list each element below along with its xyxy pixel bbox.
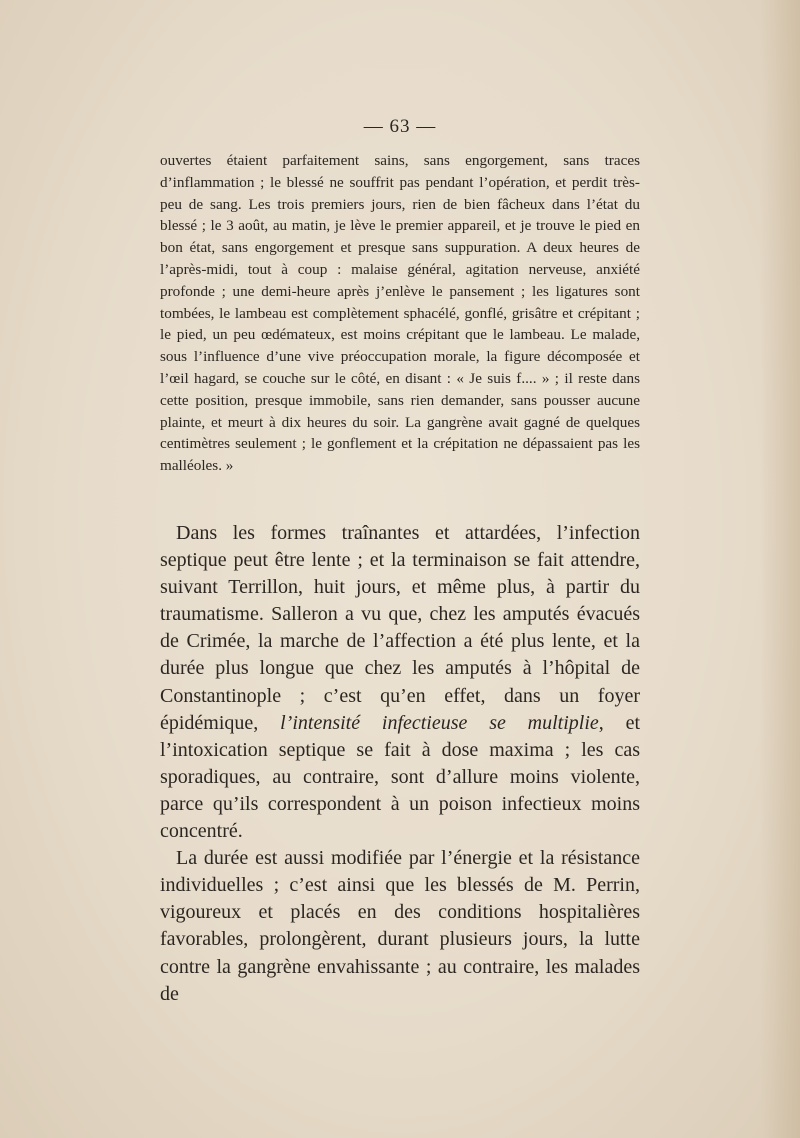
main-text	[160, 520, 640, 1008]
paragraph-duration: La durée est aussi modifiée par l’énergie et la résistance individuelles ; c’est ainsi que les blessés de M. Perrin, vigoureux et placés en des conditions hospitalières favorables, prolongèrent, durant plusieurs jours, la lutte contre la gangrène envahissante ; au contraire, les malades de	[160, 847, 640, 1005]
paragraph-text-end: , et l’intoxication septique se fait à dose maxima ; les cas sporadiques, au contraire, sont d’allure moins violente, parce qu’ils correspondent à un poison infectieux moins concentré.	[160, 711, 640, 843]
paragraph-septic-infection	[160, 520, 640, 845]
page-number: — 63 —	[363, 116, 437, 137]
italic-emphasis: l’intensité infectieuse se multiplie	[280, 711, 599, 734]
quote-paragraph: ouvertes étaient parfaitement sains, sans engorgement, sans traces d’inflammation ; le blessé ne souffrit pas pendant l’opération, et perdit très-peu de sang. Les trois premiers jours, rien de bien fâcheux dans l’état du blessé ; le 3 août, au matin, je lève le premier appareil, et je trouve le pied en bon état, sans engorgement et presque sans suppuration. A deux heures de l’après-midi, tout à coup : malaise général, agitation nerveuse, anxiété profonde ; une demi-heure après j’enlève le pansement ; les ligatures sont tombées, le lambeau est complètement sphacélé, gonflé, grisâtre et crépitant ; le pied, un peu œdémateux, est moins crépitant que le lambeau. Le malade, sous l’influence d’une vive préoccupation morale, la figure décomposée et l’œil hagard, se couche sur le côté, en disant : « Je suis f.... » ; il reste dans cette position, presque immobile, sans rien demander, sans pousser aucune plainte, et meurt à dix heures du soir. La gangrène avait gagné de quelques centimètres seulement ; le gonflement et la crépitation ne dépassaient pas les malléoles. »	[160, 152, 640, 475]
paragraph-text-start: Dans les formes traînantes et attardées, l’infection septique peut être lente ; et la terminaison se fait attendre, suivant Terrillon, huit jours, et même plus, à partir du traumatisme. Salleron a vu que, chez les amputés évacués de Crimée, la marche de l’affection a été plus lente, et la durée plus longue que chez les amputés à l’hôpital de Constantinople ; c’est qu’en effet, dans un foyer épidémique,	[160, 522, 640, 734]
page-edge-shadow	[760, 0, 800, 1138]
quoted-case-report	[160, 150, 640, 477]
